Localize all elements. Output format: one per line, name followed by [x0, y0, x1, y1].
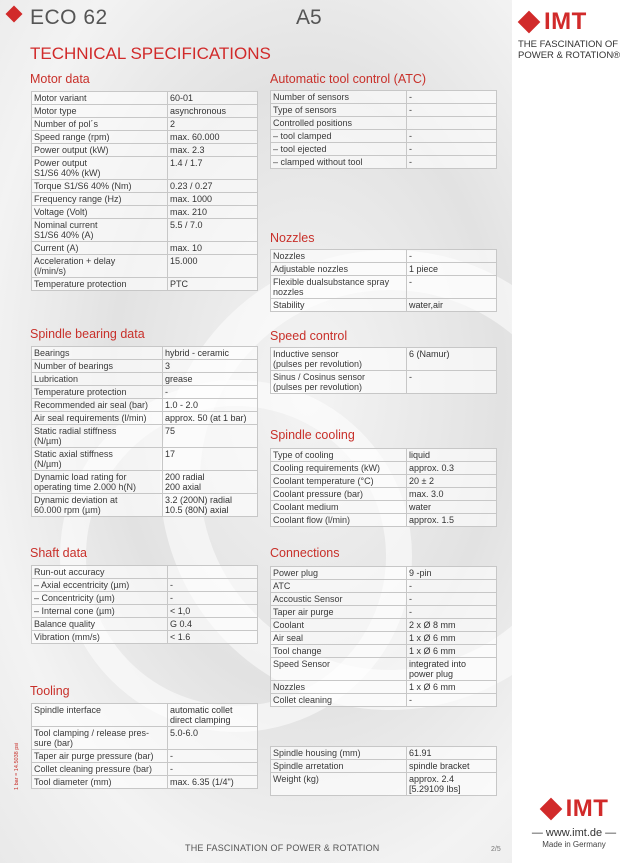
spec-label: Tool change: [271, 645, 407, 658]
spec-label: Tool diameter (mm): [32, 776, 168, 789]
imt-diamond-icon: [539, 798, 562, 821]
logo-text: IMT: [544, 8, 587, 35]
spec-label: Accoustic Sensor: [271, 593, 407, 606]
page-number: 2/5: [491, 846, 501, 853]
product-model: A5: [296, 6, 322, 29]
table-row: [32, 386, 258, 399]
spec-value: 1.4 / 1.7: [168, 157, 258, 180]
spec-value: approx. 50 (at 1 bar): [163, 412, 258, 425]
table-row: [271, 606, 497, 619]
spec-label: Flexible dualsubstance spray nozzles: [271, 276, 407, 299]
table-row: [271, 681, 497, 694]
table-row: [271, 632, 497, 645]
atc-section-title: Automatic tool control (ATC): [270, 72, 427, 86]
spec-label: – Axial eccentricity (µm): [32, 579, 168, 592]
shaft-table: [31, 565, 258, 644]
spec-label: Dynamic deviation at 60.000 rpm (µm): [32, 494, 163, 517]
spec-value: asynchronous: [168, 105, 258, 118]
table-row: [271, 250, 497, 263]
table-row: [32, 144, 258, 157]
spec-label: ATC: [271, 580, 407, 593]
table-row: [271, 263, 497, 276]
table-row: [271, 475, 497, 488]
spec-label: – tool ejected: [271, 143, 407, 156]
spec-value: max. 3.0: [407, 488, 497, 501]
spec-value: -: [407, 606, 497, 619]
spec-value: 2 x Ø 8 mm: [407, 619, 497, 632]
spec-value: 20 ± 2: [407, 475, 497, 488]
spec-label: Type of cooling: [271, 449, 407, 462]
spec-value: 0.23 / 0.27: [168, 180, 258, 193]
spec-label: Static axial stiffness (N/µm): [32, 448, 163, 471]
spec-label: Air seal: [271, 632, 407, 645]
product-title: ECO 62: [30, 6, 108, 29]
logo-tagline-2: POWER & ROTATION®: [518, 50, 621, 61]
table-row: [32, 360, 258, 373]
spec-value: max. 2.3: [168, 144, 258, 157]
spec-label: Coolant pressure (bar): [271, 488, 407, 501]
shaft-section-title: Shaft data: [30, 546, 87, 560]
spec-label: Type of sensors: [271, 104, 407, 117]
motor-table: [31, 91, 258, 291]
spec-label: Number of sensors: [271, 91, 407, 104]
table-row: [32, 592, 258, 605]
table-row: [32, 242, 258, 255]
website-link[interactable]: — www.imt.de —: [531, 827, 617, 839]
spec-value: -: [407, 276, 497, 299]
spec-value: -: [168, 592, 258, 605]
table-row: [271, 760, 497, 773]
logo-tagline-1: THE FASCINATION OF: [518, 39, 619, 50]
spec-value: approx. 2.4 [5.29109 lbs]: [407, 773, 497, 796]
spec-label: Nozzles: [271, 250, 407, 263]
spec-value: water,air: [407, 299, 497, 312]
spec-label: Bearings: [32, 347, 163, 360]
spec-value: -: [407, 371, 497, 394]
spec-value: -: [163, 386, 258, 399]
table-row: [32, 494, 258, 517]
bearing-section-title: Spindle bearing data: [30, 327, 145, 341]
table-row: [271, 104, 497, 117]
table-row: [32, 180, 258, 193]
table-row: [32, 412, 258, 425]
spec-label: Nozzles: [271, 681, 407, 694]
table-row: [32, 618, 258, 631]
nozzles-section-title: Nozzles: [270, 231, 315, 245]
spec-value: -: [407, 91, 497, 104]
spec-value: 15.000: [168, 255, 258, 278]
table-row: [271, 462, 497, 475]
spec-label: Coolant: [271, 619, 407, 632]
table-row: [271, 143, 497, 156]
spec-label: Sinus / Cosinus sensor (pulses per revolution): [271, 371, 407, 394]
table-row: [32, 206, 258, 219]
spec-label: Power plug: [271, 567, 407, 580]
nozzles-table: [270, 249, 497, 312]
spec-value: liquid: [407, 449, 497, 462]
spec-value: 200 radial 200 axial: [163, 471, 258, 494]
spec-value: hybrid - ceramic: [163, 347, 258, 360]
table-row: [271, 567, 497, 580]
spec-label: Static radial stiffness (N/µm): [32, 425, 163, 448]
imt-logo-top: [518, 8, 630, 61]
sidebar: [512, 0, 635, 863]
table-row: [271, 488, 497, 501]
spec-label: Tool clamping / release pres- sure (bar): [32, 727, 168, 750]
spec-label: Frequency range (Hz): [32, 193, 168, 206]
spec-label: Coolant medium: [271, 501, 407, 514]
spec-value: 5.0-6.0: [168, 727, 258, 750]
spec-value: G 0.4: [168, 618, 258, 631]
spec-value: approx. 0.3: [407, 462, 497, 475]
spec-value: 17: [163, 448, 258, 471]
spec-label: Collet cleaning pressure (bar): [32, 763, 168, 776]
spec-label: Coolant flow (l/min): [271, 514, 407, 527]
spec-label: Recommended air seal (bar): [32, 399, 163, 412]
spec-label: Coolant temperature (°C): [271, 475, 407, 488]
table-row: [271, 371, 497, 394]
spec-value: [407, 117, 497, 130]
speed-section-title: Speed control: [270, 329, 348, 343]
table-row: [32, 157, 258, 180]
table-row: [32, 118, 258, 131]
spec-value: -: [407, 130, 497, 143]
table-row: [32, 131, 258, 144]
spec-value: spindle bracket: [407, 760, 497, 773]
spec-label: Balance quality: [32, 618, 168, 631]
tooling-table: [31, 703, 258, 789]
spec-label: Motor variant: [32, 92, 168, 105]
spec-value: 1 x Ø 6 mm: [407, 681, 497, 694]
spec-value: max. 6.35 (1/4"): [168, 776, 258, 789]
spec-value: PTC: [168, 278, 258, 291]
spec-value: -: [407, 250, 497, 263]
table-row: [32, 219, 258, 242]
table-row: [32, 704, 258, 727]
spec-label: Temperature protection: [32, 386, 163, 399]
spec-label: Torque S1/S6 40% (Nm): [32, 180, 168, 193]
table-row: [271, 593, 497, 606]
spec-value: -: [407, 593, 497, 606]
table-row: [32, 347, 258, 360]
spec-label: Spindle arretation: [271, 760, 407, 773]
spec-value: -: [168, 750, 258, 763]
table-row: [32, 193, 258, 206]
spec-label: Vibration (mm/s): [32, 631, 168, 644]
spec-value: 3.2 (200N) radial 10.5 (80N) axial: [163, 494, 258, 517]
spec-value: -: [407, 580, 497, 593]
spec-value: 3: [163, 360, 258, 373]
spec-value: -: [407, 104, 497, 117]
website-text: www.imt.de: [545, 827, 603, 839]
housing-table: [270, 746, 497, 796]
cooling-table: [270, 448, 497, 527]
spec-label: Temperature protection: [32, 278, 168, 291]
spec-label: – Concentricity (µm): [32, 592, 168, 605]
page-title: TECHNICAL SPECIFICATIONS: [30, 44, 271, 63]
spec-value: automatic collet direct clamping: [168, 704, 258, 727]
tooling-section-title: Tooling: [30, 684, 70, 698]
cooling-section-title: Spindle cooling: [270, 428, 355, 442]
spec-label: Speed Sensor: [271, 658, 407, 681]
spec-label: – tool clamped: [271, 130, 407, 143]
connections-section-title: Connections: [270, 546, 340, 560]
spec-value: 1.0 - 2.0: [163, 399, 258, 412]
spec-value: 5.5 / 7.0: [168, 219, 258, 242]
bearing-table: [31, 346, 258, 517]
spec-label: Weight (kg): [271, 773, 407, 796]
table-row: [32, 566, 258, 579]
table-row: [271, 747, 497, 760]
table-row: [271, 449, 497, 462]
spec-label: Collet cleaning: [271, 694, 407, 707]
table-row: [32, 92, 258, 105]
spec-label: Run-out accuracy: [32, 566, 168, 579]
spec-value: 61.91: [407, 747, 497, 760]
spec-label: Controlled positions: [271, 117, 407, 130]
spec-value: 75: [163, 425, 258, 448]
spec-value: < 1,0: [168, 605, 258, 618]
connections-table: [270, 566, 497, 707]
spec-value: [168, 566, 258, 579]
spec-value: 1 piece: [407, 263, 497, 276]
spec-label: – Internal cone (µm): [32, 605, 168, 618]
spec-label: Dynamic load rating for operating time 2.000 h(N): [32, 471, 163, 494]
spec-value: approx. 1.5: [407, 514, 497, 527]
table-row: [32, 776, 258, 789]
made-in: Made in Germany: [542, 840, 606, 849]
table-row: [32, 631, 258, 644]
table-row: [32, 727, 258, 750]
spec-label: Stability: [271, 299, 407, 312]
table-row: [271, 276, 497, 299]
table-row: [271, 91, 497, 104]
spec-value: -: [168, 763, 258, 776]
table-row: [271, 117, 497, 130]
table-row: [271, 580, 497, 593]
spec-value: max. 10: [168, 242, 258, 255]
table-row: [271, 694, 497, 707]
table-row: [32, 425, 258, 448]
spec-label: Power output (kW): [32, 144, 168, 157]
spec-value: 9 -pin: [407, 567, 497, 580]
spec-label: Number of pol´s: [32, 118, 168, 131]
table-row: [32, 105, 258, 118]
spec-label: Speed range (rpm): [32, 131, 168, 144]
spec-value: -: [407, 143, 497, 156]
spec-label: Nominal current S1/S6 40% (A): [32, 219, 168, 242]
table-row: [271, 299, 497, 312]
spec-value: max. 210: [168, 206, 258, 219]
spec-value: 6 (Namur): [407, 348, 497, 371]
spec-value: grease: [163, 373, 258, 386]
table-row: [271, 348, 497, 371]
spec-label: Taper air purge: [271, 606, 407, 619]
spec-label: Acceleration + delay (l/min/s): [32, 255, 168, 278]
table-row: [271, 514, 497, 527]
table-row: [271, 645, 497, 658]
table-row: [271, 619, 497, 632]
table-row: [32, 399, 258, 412]
spec-label: Lubrication: [32, 373, 163, 386]
imt-diamond-icon: [518, 11, 541, 34]
table-row: [271, 130, 497, 143]
speed-table: [270, 347, 497, 394]
spec-label: Motor type: [32, 105, 168, 118]
spec-label: Number of bearings: [32, 360, 163, 373]
table-row: [32, 278, 258, 291]
spec-value: integrated into power plug: [407, 658, 497, 681]
spec-label: Adjustable nozzles: [271, 263, 407, 276]
spec-value: 60-01: [168, 92, 258, 105]
imt-logo-bottom: [524, 795, 624, 849]
table-row: [32, 471, 258, 494]
spec-value: -: [407, 694, 497, 707]
spec-label: Cooling requirements (kW): [271, 462, 407, 475]
spec-value: 1 x Ø 6 mm: [407, 645, 497, 658]
motor-section-title: Motor data: [30, 72, 90, 86]
spec-value: 2: [168, 118, 258, 131]
spec-value: -: [407, 156, 497, 169]
logo-text: IMT: [565, 795, 609, 822]
spec-label: – clamped without tool: [271, 156, 407, 169]
spec-label: Power output S1/S6 40% (kW): [32, 157, 168, 180]
table-row: [271, 156, 497, 169]
spec-label: Spindle interface: [32, 704, 168, 727]
table-row: [32, 763, 258, 776]
spec-label: Air seal requirements (l/min): [32, 412, 163, 425]
table-row: [32, 750, 258, 763]
unit-conversion-note: 1 bar = 14.5038 psi: [14, 742, 20, 790]
spec-value: < 1.6: [168, 631, 258, 644]
spec-value: max. 60.000: [168, 131, 258, 144]
spec-value: -: [168, 579, 258, 592]
spec-value: water: [407, 501, 497, 514]
spec-value: max. 1000: [168, 193, 258, 206]
table-row: [32, 605, 258, 618]
table-row: [32, 255, 258, 278]
spec-value: 1 x Ø 6 mm: [407, 632, 497, 645]
atc-table: [270, 90, 497, 169]
table-row: [271, 658, 497, 681]
spec-label: Voltage (Volt): [32, 206, 168, 219]
table-row: [271, 501, 497, 514]
table-row: [271, 773, 497, 796]
spec-label: Taper air purge pressure (bar): [32, 750, 168, 763]
spec-label: Inductive sensor (pulses per revolution): [271, 348, 407, 371]
table-row: [32, 448, 258, 471]
footer-slogan: THE FASCINATION OF POWER & ROTATION: [185, 843, 380, 853]
table-row: [32, 373, 258, 386]
spec-label: Current (A): [32, 242, 168, 255]
table-row: [32, 579, 258, 592]
spec-label: Spindle housing (mm): [271, 747, 407, 760]
